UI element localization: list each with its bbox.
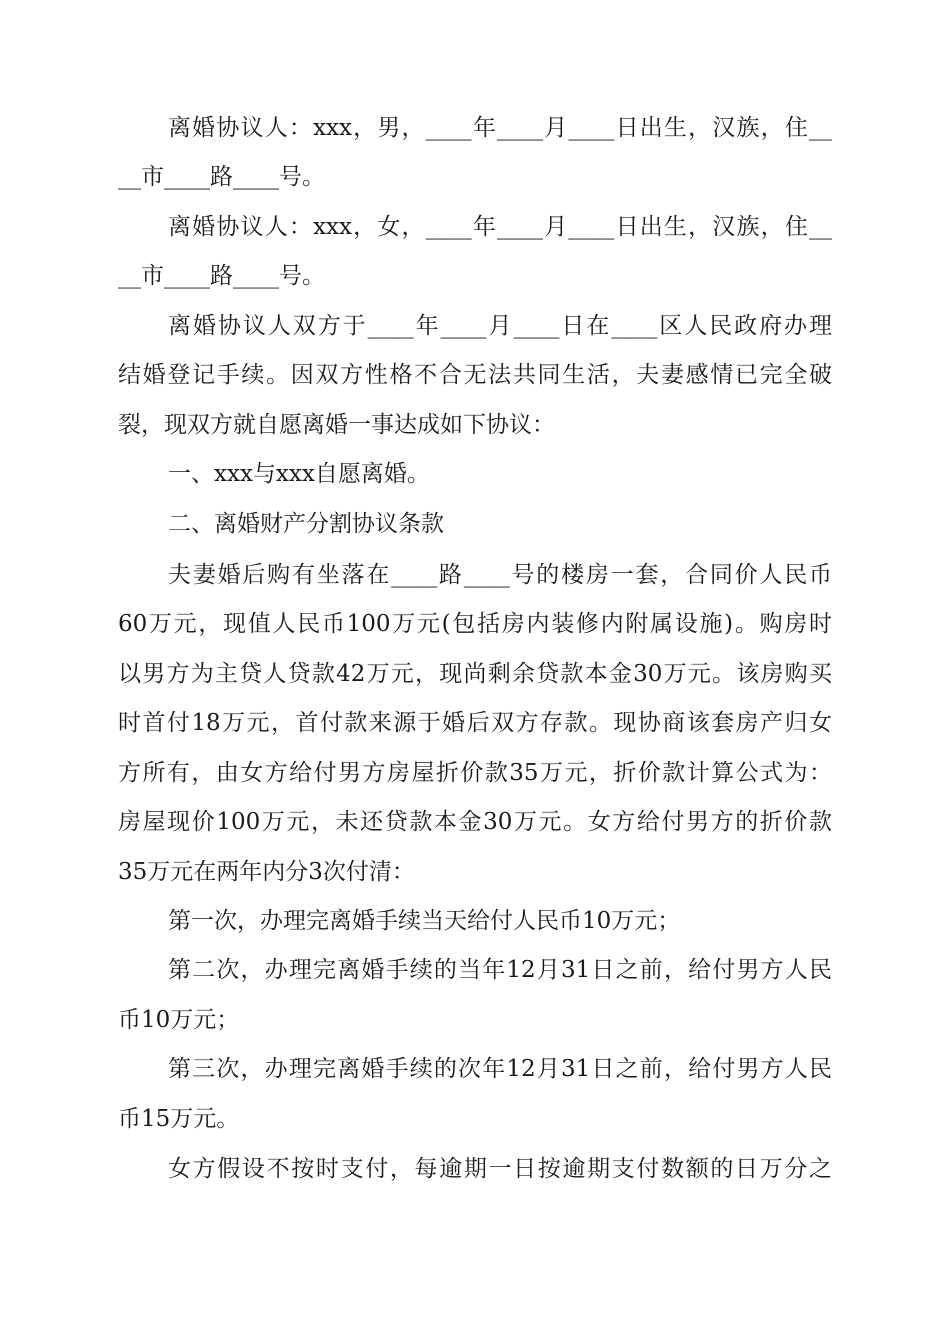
- marriage-registration-line-2: 结婚登记手续。因双方性格不合无法共同生活，夫妻感情已完全破: [118, 362, 832, 388]
- payment-third-line-2: 币15万元。: [118, 1106, 240, 1132]
- party-male-line-1: 离婚协议人：xxx，男，____年____月____日出生，汉族，住__: [168, 115, 832, 141]
- property-paragraph-line-6: 房屋现价100万元，未还贷款本金30万元。女方给付男方的折价款: [118, 809, 832, 835]
- party-female-line-1: 离婚协议人：xxx，女，____年____月____日出生，汉族，住__: [168, 214, 832, 240]
- marriage-registration-line-3: 裂，现双方就自愿离婚一事达成如下协议：: [118, 412, 555, 438]
- property-paragraph-line-5: 方所有，由女方给付男方房屋折价款35万元，折价款计算公式为：: [118, 760, 832, 786]
- property-paragraph-line-3: 以男方为主贷人贷款42万元，现尚剩余贷款本金30万元。该房购买: [118, 661, 832, 687]
- late-payment-line-1: 女方假设不按时支付，每逾期一日按逾期支付数额的日万分之: [168, 1156, 832, 1182]
- payment-second-line-2: 币10万元；: [118, 1007, 240, 1033]
- payment-first: 第一次，办理完离婚手续当天给付人民币10万元；: [168, 908, 681, 934]
- party-female-line-2: __市____路____号。: [118, 263, 325, 289]
- party-male-line-2: __市____路____号。: [118, 164, 325, 190]
- property-paragraph-line-1: 夫妻婚后购有坐落在____路____号的楼房一套，合同价人民币: [168, 562, 832, 588]
- property-paragraph-line-4: 时首付18万元，首付款来源于婚后双方存款。现协商该套房产归女: [118, 710, 832, 736]
- clause-one: 一、xxx与xxx自愿离婚。: [168, 461, 430, 487]
- clause-two-heading: 二、离婚财产分割协议条款: [168, 511, 444, 537]
- payment-third-line-1: 第三次，办理完离婚手续的次年12月31日之前，给付男方人民: [168, 1056, 832, 1082]
- property-paragraph-line-7: 35万元在两年内分3次付清：: [118, 859, 415, 885]
- payment-second-line-1: 第二次，办理完离婚手续的当年12月31日之前，给付男方人民: [168, 957, 832, 983]
- marriage-registration-line-1: 离婚协议人双方于____年____月____日在____区人民政府办理: [168, 313, 832, 339]
- property-paragraph-line-2: 60万元，现值人民币100万元(包括房内装修内附属设施)。购房时: [118, 611, 832, 637]
